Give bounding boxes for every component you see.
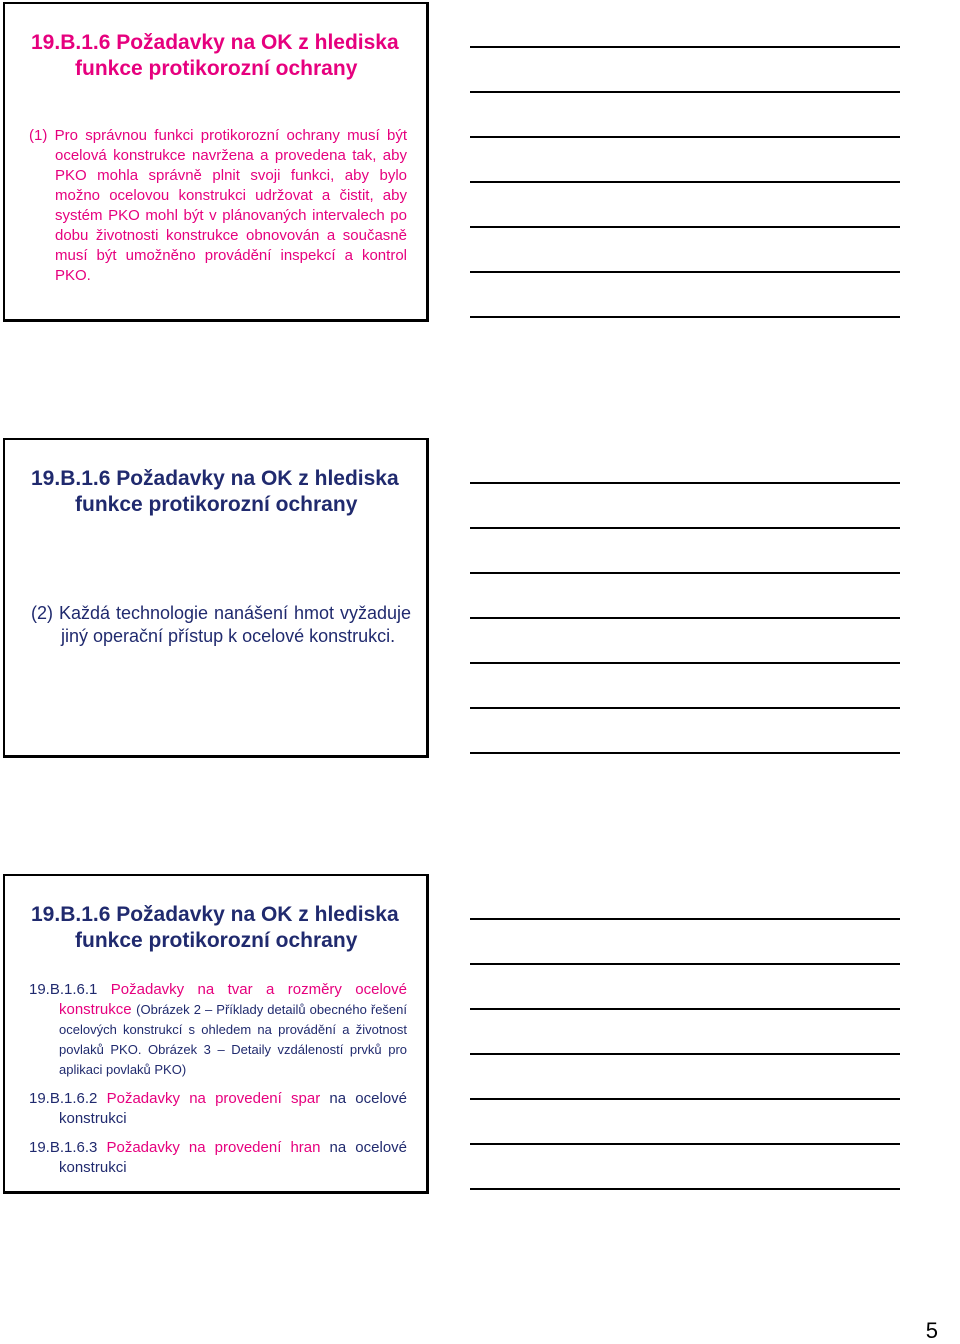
note-line bbox=[470, 572, 900, 575]
page-number: 5 bbox=[925, 1318, 938, 1343]
note-line bbox=[470, 963, 900, 966]
slide-body bbox=[31, 602, 411, 648]
slide-title bbox=[31, 466, 399, 518]
item-tail: na ocelové konstrukci bbox=[59, 1139, 407, 1176]
slide-2 bbox=[3, 438, 429, 758]
slide-title-line1: 19.B.1.6 Požadavky na OK z hlediska bbox=[31, 467, 399, 490]
slide-paragraph: (2) Každá technologie nanášení hmot vyžaduje jiný operační přístup k ocelové konstrukci. bbox=[31, 603, 411, 646]
item-note: (Obrázek 2 – Příklady detailů obecného řešení ocelových konstrukcí s ohledem na provádění a životnost povlaků PKO. Obrázek 3 – Detaily vzdáleností prvků pro aplikaci povlaků PKO) bbox=[59, 1002, 407, 1077]
slide-title-line2: funkce protikorozní ochrany bbox=[75, 57, 358, 80]
slide-title bbox=[31, 30, 399, 82]
slide-body bbox=[29, 980, 407, 1178]
list-item bbox=[29, 1138, 407, 1178]
item-number: 19.B.1.6.2 bbox=[29, 1090, 98, 1107]
slide-1 bbox=[3, 2, 429, 322]
note-line bbox=[470, 1188, 900, 1191]
note-line bbox=[470, 617, 900, 620]
note-line bbox=[470, 482, 900, 485]
note-line bbox=[470, 1008, 900, 1011]
slide-title-line2: funkce protikorozní ochrany bbox=[75, 929, 358, 952]
item-heading: Požadavky na provedení hran bbox=[106, 1139, 321, 1156]
note-line bbox=[470, 46, 900, 49]
note-line bbox=[470, 918, 900, 921]
note-line bbox=[470, 181, 900, 184]
note-line bbox=[470, 527, 900, 530]
slide-title bbox=[31, 902, 399, 954]
note-line bbox=[470, 316, 900, 319]
item-heading: Požadavky na tvar a rozměry ocelové konstrukce bbox=[59, 981, 407, 1018]
slide-title-line1: 19.B.1.6 Požadavky na OK z hlediska bbox=[31, 903, 399, 926]
slide-title-line2: funkce protikorozní ochrany bbox=[75, 493, 358, 516]
note-line bbox=[470, 136, 900, 139]
slide-paragraph: (1) Pro správnou funkci protikorozní ochrany musí být ocelová konstrukce navržena a provedena tak, aby PKO mohla správně plnit svoji funkci, aby bylo možno ocelovou konstrukci udržovat a čistit, aby systém PKO mohl být v plánovaných intervalech po dobu životnosti konstrukce obnovován a současně musí být umožněno provádění inspekcí a kontrol PKO. bbox=[29, 127, 407, 284]
note-line bbox=[470, 662, 900, 665]
item-tail: na ocelové konstrukci bbox=[59, 1090, 407, 1127]
note-line bbox=[470, 226, 900, 229]
note-line bbox=[470, 1053, 900, 1056]
item-number: 19.B.1.6.1 bbox=[29, 981, 98, 998]
note-line bbox=[470, 271, 900, 274]
list-item bbox=[29, 1089, 407, 1129]
slide-body bbox=[29, 126, 407, 286]
item-number: 19.B.1.6.3 bbox=[29, 1139, 98, 1156]
list-item bbox=[29, 980, 407, 1080]
note-line bbox=[470, 752, 900, 755]
slide-3 bbox=[3, 874, 429, 1194]
note-line bbox=[470, 707, 900, 710]
note-line bbox=[470, 1143, 900, 1146]
note-line bbox=[470, 1098, 900, 1101]
item-heading: Požadavky na provedení spar bbox=[106, 1090, 321, 1107]
note-line bbox=[470, 91, 900, 94]
slide-title-line1: 19.B.1.6 Požadavky na OK z hlediska bbox=[31, 31, 399, 54]
